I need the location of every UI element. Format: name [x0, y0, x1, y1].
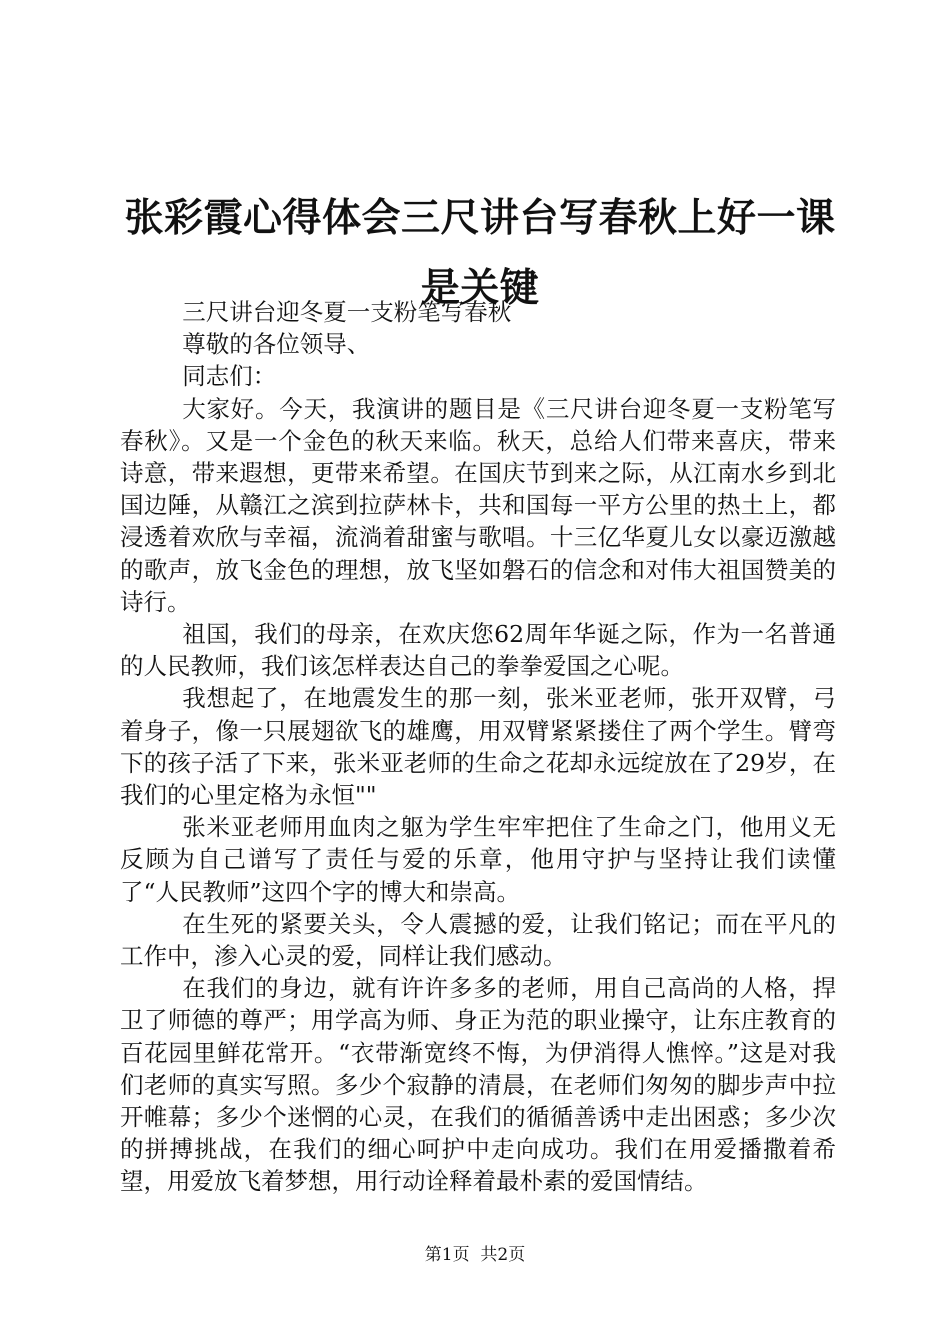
document-body	[120, 296, 836, 1198]
paragraph: 在我们的身边，就有许许多多的老师，用自己高尚的人格，捍卫了师德的尊严；用学高为师、身正为范的职业操守，让东庄教育的百花园里鲜花常开。“衣带渐宽终不悔，为伊消得人憔悴。”这是对我们老师的真实写照。多少个寂静的清晨，在老师们匆匆的脚步声中拉开帷幕；多少个迷惘的心灵，在我们的循循善诱中走出困惑；多少次的拼搏挑战，在我们的细心呵护中走向成功。我们在用爱播撒着希望，用爱放飞着梦想，用行动诠释着最朴素的爱国情结。	[120, 974, 836, 1196]
page-number: 第1页	[424, 1245, 470, 1265]
paragraph-subtitle: 三尺讲台迎冬夏一支粉笔写春秋	[182, 298, 512, 326]
page-footer	[0, 1244, 950, 1266]
paragraph-salutation: 同志们：	[182, 362, 277, 391]
paragraph-salutation: 尊敬的各位领导、	[182, 330, 371, 359]
paragraph: 祖国，我们的母亲，在欢庆您62周年华诞之际，作为一名普通的人民教师，我们该怎样表达自己的拳拳爱国之心呢。	[120, 620, 836, 681]
paragraph: 在生死的紧要关头，令人震撼的爱，让我们铭记；而在平凡的工作中，渗入心灵的爱，同样让我们感动。	[120, 909, 836, 971]
paragraph: 张米亚老师用血肉之躯为学生牢牢把住了生命之门，他用义无反顾为自己谱写了责任与爱的乐章，他用守护与坚持让我们读懂了“人民教师”这四个字的博大和崇高。	[120, 813, 836, 906]
paragraph: 我想起了，在地震发生的那一刻，张米亚老师，张开双臂，弓着身子，像一只展翅欲飞的雄鹰，用双臂紧紧搂住了两个学生。臂弯下的孩子活了下来，张米亚老师的生命之花却永远绽放在了29岁，在我们的心里定格为永恒""	[120, 684, 836, 810]
page-total: 共2页	[480, 1245, 526, 1265]
paragraph: 大家好。今天，我演讲的题目是《三尺讲台迎冬夏一支粉笔写春秋》。又是一个金色的秋天来临。秋天，总给人们带来喜庆，带来诗意，带来遐想，更带来希望。在国庆节到来之际，从江南水乡到北国边陲，从赣江之滨到拉萨林卡，共和国每一平方公里的热土上，都浸透着欢欣与幸福，流淌着甜蜜与歌唱。十三亿华夏儿女以豪迈激越的歌声，放飞金色的理想，放飞坚如磐石的信念和对伟大祖国赞美的诗行。	[120, 394, 836, 616]
document-title: 张彩霞心得体会三尺讲台写春秋上好一课是关键	[124, 195, 836, 311]
